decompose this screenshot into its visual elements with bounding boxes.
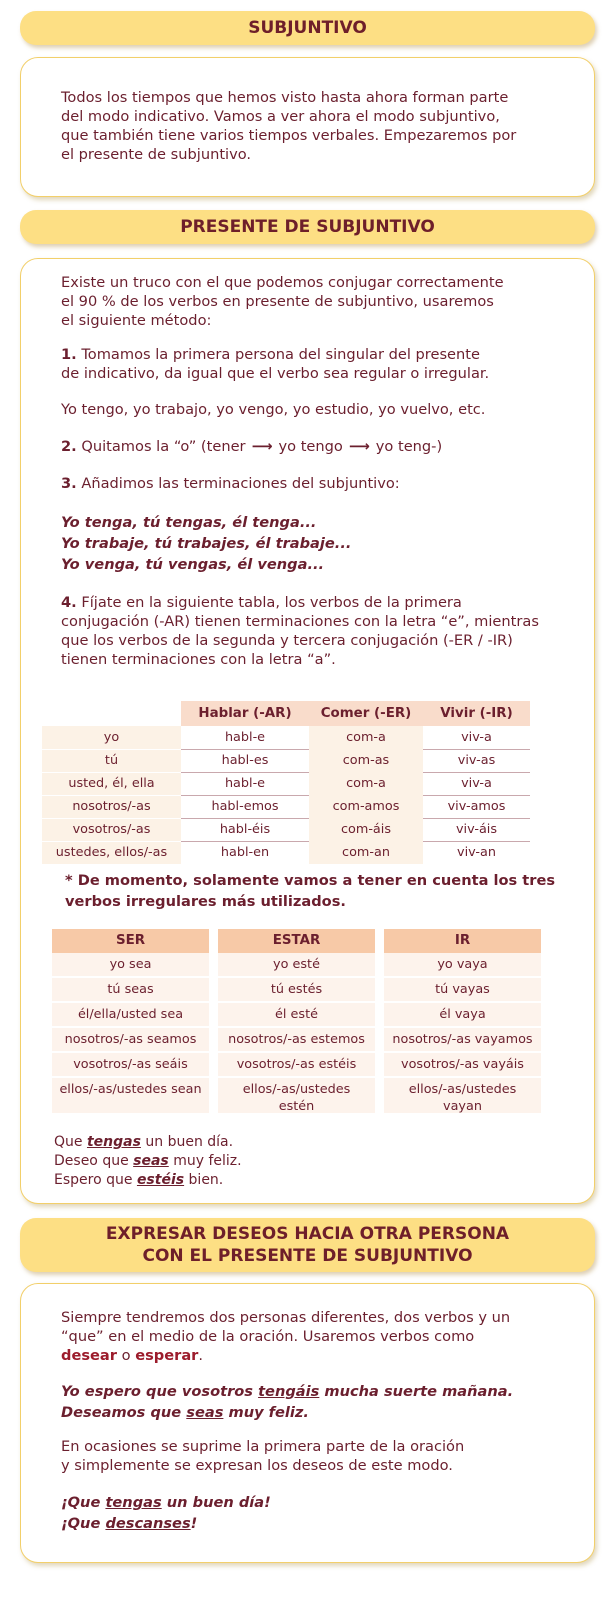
section-title: PRESENTE DE SUBJUNTIVO — [180, 217, 435, 237]
deseos-card — [20, 1283, 595, 1563]
table-header: Comer (-ER) — [309, 701, 423, 726]
irregular-header: IR — [384, 929, 541, 953]
intro-text: Todos los tiempos que hemos visto hasta ahora forman parte del modo indicativo. Vamos a ver ahora el modo subjuntivo, que también tiene varios tiempos verbales. Empezaremos por el presente de subjuntivo. — [61, 89, 517, 163]
table-row: ustedes, ellos/-as habl-en com-an viv-an — [42, 841, 530, 864]
irregular-estar: ESTAR yo esté tú estés él esté nosotros/-as estemos vosotros/-as estéis ellos/-as/ustedes estén — [218, 929, 375, 1113]
step-3: 3. Añadimos las terminaciones del subjuntivo: — [61, 475, 400, 492]
table-row: tú habl-es com-as viv-as — [42, 749, 530, 772]
arrow-right-icon: ⟶ — [348, 438, 370, 455]
table-row: nosotros/-as habl-emos com-amos viv-amos — [42, 795, 530, 818]
table-row: vosotros/-as habl-éis com-áis viv-áis — [42, 818, 530, 841]
conjugation-table — [42, 701, 530, 864]
table-row: yo habl-e com-a viv-a — [42, 726, 530, 749]
irregular-header: ESTAR — [218, 929, 375, 953]
step-1-example: Yo tengo, yo trabajo, yo vengo, yo estudio, yo vuelvo, etc. — [61, 401, 486, 418]
section-title: SUBJUNTIVO — [248, 18, 367, 38]
deseos-intro: Siempre tendremos dos personas diferentes, dos verbos y un “que” en el medio de la oración. Usaremos verbos como desear o esperar. — [61, 1309, 511, 1364]
table-row: usted, él, ella habl-e com-a viv-a — [42, 772, 530, 795]
deseos-short-examples — [61, 1492, 571, 1534]
table-header: Hablar (-AR) — [181, 701, 309, 726]
table-header: Vivir (-IR) — [423, 701, 530, 726]
irregular-ser: SER yo sea tú seas él/ella/usted sea nosotros/-as seamos vosotros/-as seáis ellos/-as/ustedes sean — [52, 929, 209, 1113]
intro-card — [20, 57, 595, 197]
example-line: Yo espero que vosotros tengáis mucha suerte mañana. — [61, 1383, 514, 1400]
deseos-text-2: En ocasiones se suprime la primera parte de la oración y simplemente se expresan los deseos de este modo. — [61, 1438, 465, 1474]
step-3-examples: Yo tenga, tú tengas, él tenga... Yo trabaje, tú trabajes, él trabaje... Yo venga, tú vengas, él venga... — [61, 514, 352, 573]
presente-card — [20, 258, 595, 1204]
example-line: ¡Que descanses! — [61, 1515, 198, 1532]
step-2: 2. Quitamos la “o” (tener ⟶ yo tengo ⟶ yo teng-) — [61, 438, 443, 455]
subjunctive-examples — [54, 1133, 242, 1190]
section-banner-presente — [20, 210, 595, 244]
example-line: Que tengas un buen día. — [54, 1134, 234, 1150]
section-title: EXPRESAR DESEOS HACIA OTRA PERSONA — [105, 1224, 510, 1244]
deseos-examples — [61, 1381, 571, 1423]
irregular-ir: IR yo vaya tú vayas él vaya nosotros/-as vayamos vosotros/-as vayáis ellos/-as/ustedes vayan — [384, 929, 541, 1113]
example-line: Deseamos que seas muy feliz. — [61, 1404, 309, 1421]
example-line: ¡Que tengas un buen día! — [61, 1494, 271, 1511]
irregular-header: SER — [52, 929, 209, 953]
example-line: Espero que estéis bien. — [54, 1172, 224, 1188]
step-1: 1. Tomamos la primera persona del singular del presente de indicativo, da igual que el verbo sea regular o irregular. — [61, 346, 490, 382]
step-4: 4. Fíjate en la siguiente tabla, los verbos de la primera conjugación (-AR) tienen terminaciones con la letra “e”, mientras que los verbos de la segunda y tercera conjugación (-ER / -IR) tienen terminaciones con la letra “a”. — [61, 594, 539, 668]
irregular-note: * De momento, solamente vamos a tener en cuenta los tres verbos irregulares más utilizados. — [65, 872, 556, 910]
section-banner-deseos — [20, 1218, 595, 1272]
presente-intro: Existe un truco con el que podemos conjugar correctamente el 90 % de los verbos en presente de subjuntivo, usaremos el siguiente método: — [61, 274, 504, 329]
arrow-right-icon: ⟶ — [251, 438, 273, 455]
example-line: Deseo que seas muy feliz. — [54, 1153, 242, 1169]
section-banner-subjuntivo — [20, 11, 595, 45]
section-title: CON EL PRESENTE DE SUBJUNTIVO — [142, 1246, 473, 1266]
